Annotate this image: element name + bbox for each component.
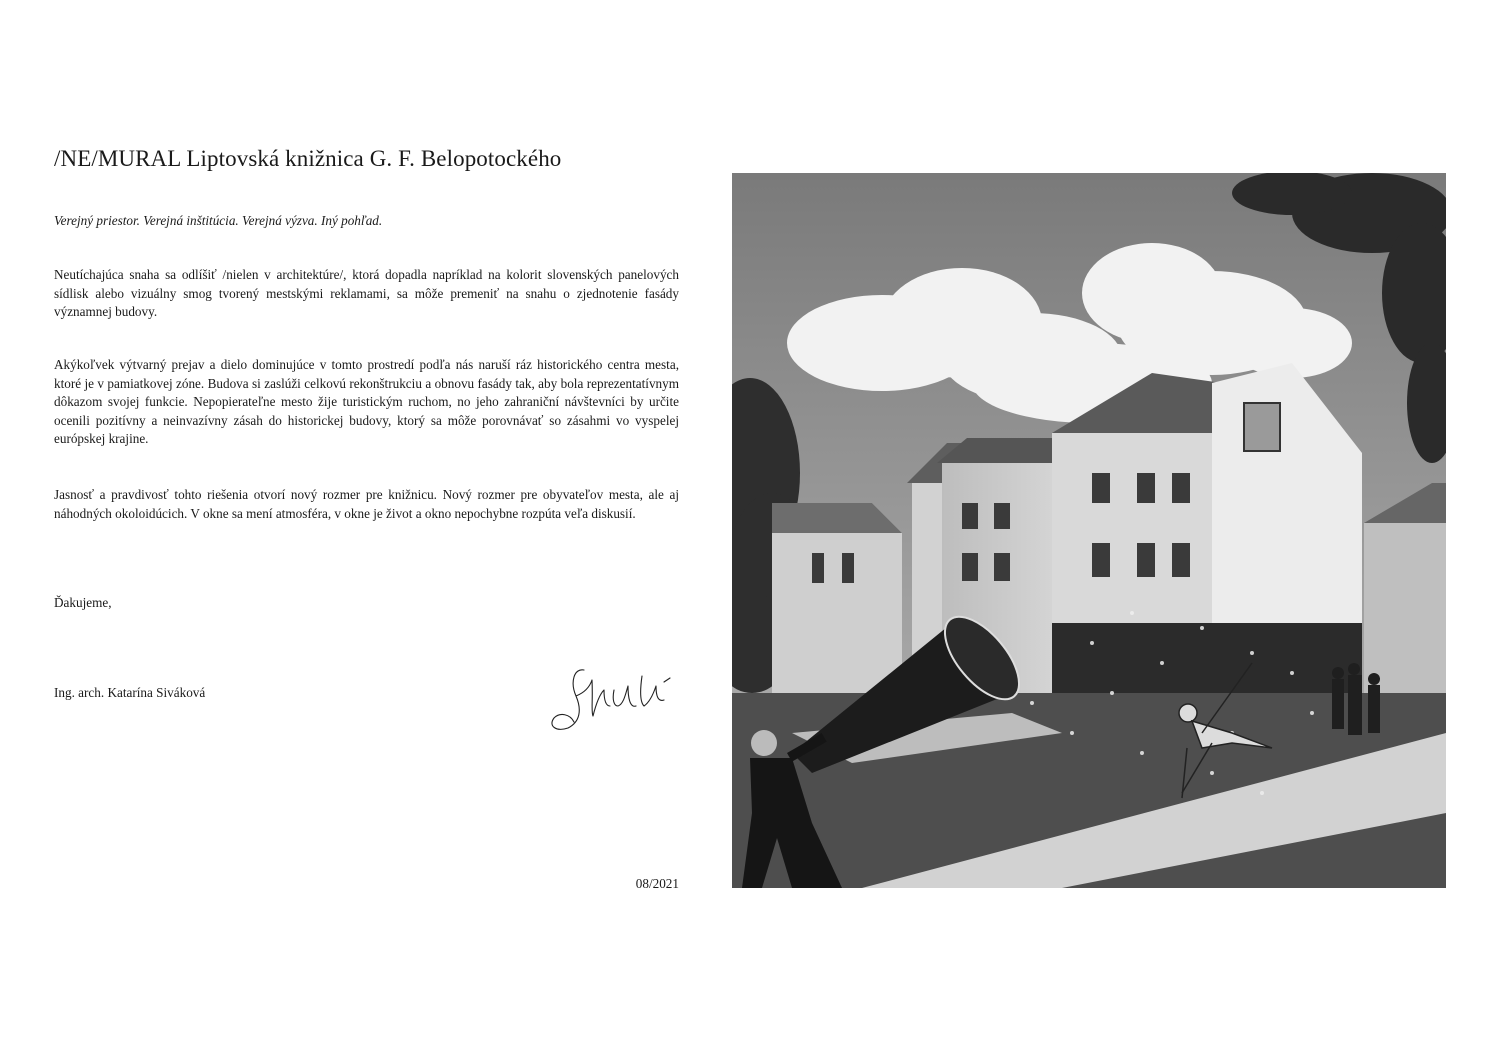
paragraph-1: Neutíchajúca snaha sa odlíšiť /nielen v architektúre/, ktorá dopadla napríklad na kolorit slovenských panelových sídlisk alebo vizuálny smog tvorený mestskými reklamami, sa môže premeniť na snahu o zjednotenie fasády významnej budovy. <box>54 267 679 319</box>
document-date: 08/2021 <box>635 876 679 891</box>
collage-photo <box>732 173 1446 888</box>
paragraph-3: Jasnosť a pravdivosť tohto riešenia otvorí nový rozmer pre knižnicu. Nový rozmer pre obyvateľov mesta, ale aj náhodných okoloidúcich. V okne sa mení atmosféra, v okne je život a okno nepochybne rozpúta veľa diskusií. <box>54 487 679 521</box>
closing-thanks: Ďakujeme, <box>54 595 112 610</box>
page-title: /NE/MURAL Liptovská knižnica G. F. Belopotockého <box>54 146 562 171</box>
signature <box>546 656 678 738</box>
subtitle: Verejný priestor. Verejná inštitúcia. Verejná výzva. Iný pohľad. <box>54 213 383 228</box>
paragraph-2: Akýkoľvek výtvarný prejav a dielo dominujúce v tomto prostredí podľa nás naruší ráz historického centra mesta, ktoré je v pamiatkovej zóne. Budova si zaslúži celkovú rekonštrukciu a obnovu fasády tak, aby bola reprezentatívnym dôkazom svojej funkcie. Nepopierateľne mesto žije turistickým ruchom, no jeho zahraniční návštevníci by určite ocenili pozitívny a neinvazívny zásah do historickej budovy, ktorý sa môže porovnávať so zásahmi vo vyspelej európskej krajine. <box>54 357 679 446</box>
author-name: Ing. arch. Katarína Siváková <box>54 685 206 700</box>
